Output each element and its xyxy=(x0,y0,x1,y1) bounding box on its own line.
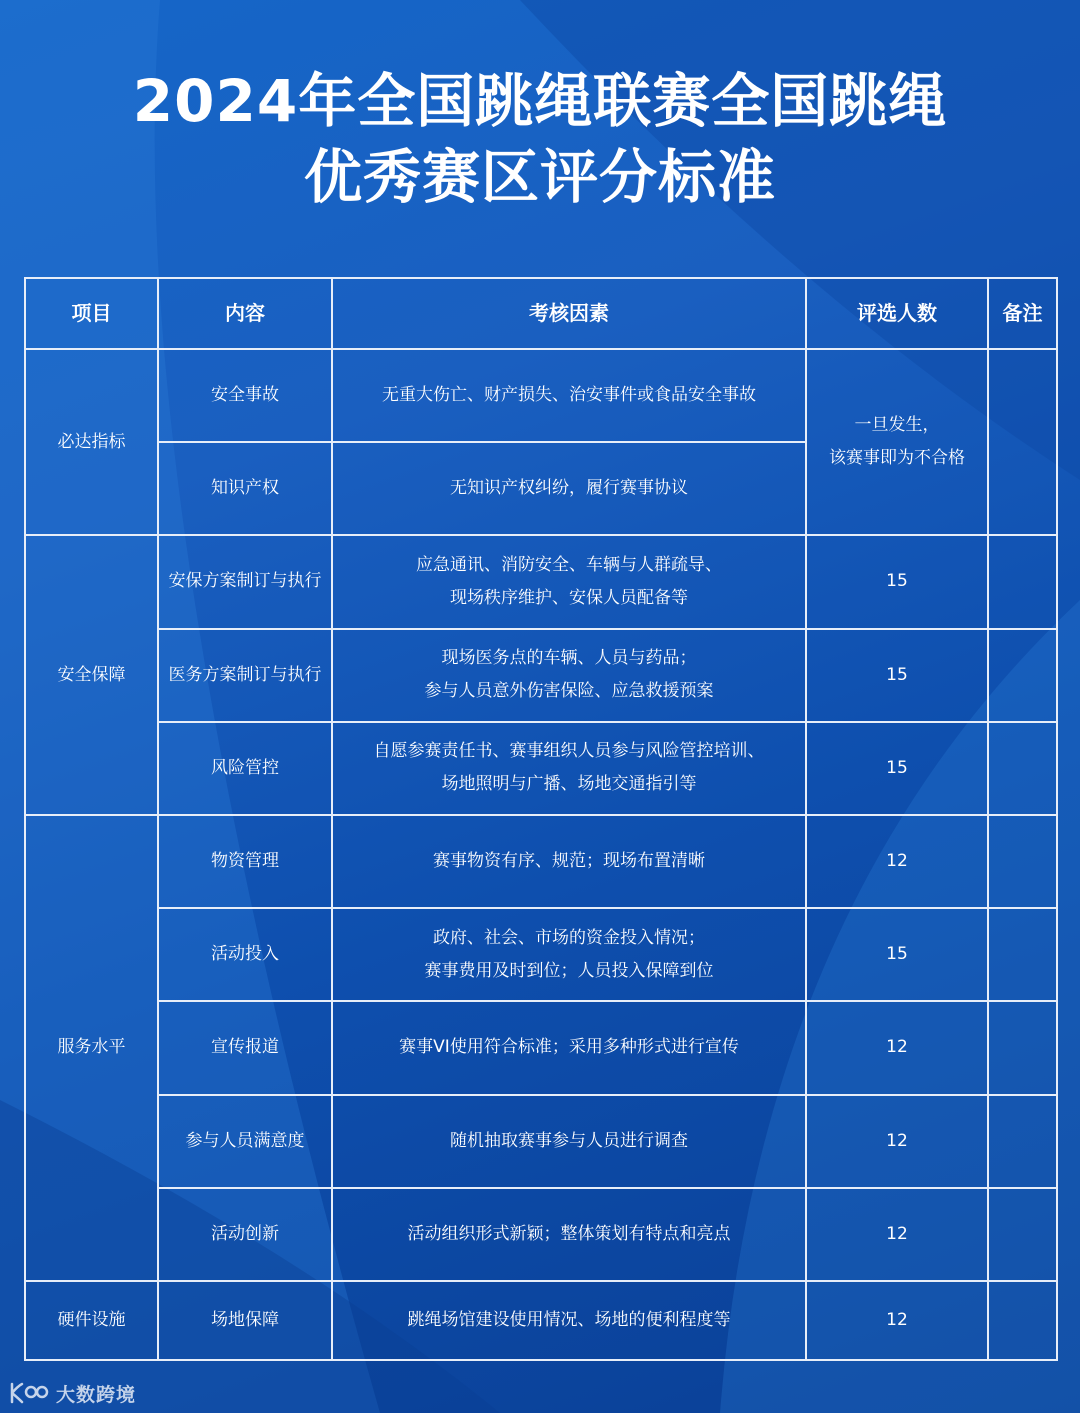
factor-cell: 现场医务点的车辆、人员与药品； 参与人员意外伤害保险、应急救援预案 xyxy=(332,629,806,722)
page-title-line-1: 2024年全国跳绳联赛全国跳绳 xyxy=(132,67,948,135)
mandatory-note-line-2: 该赛事即为不合格 xyxy=(829,448,965,469)
score-cell: 15 xyxy=(806,535,988,628)
remarks-cell xyxy=(988,908,1057,1001)
table-row xyxy=(25,1281,1057,1360)
content-cell: 宣传报道 xyxy=(158,1001,332,1094)
table-row xyxy=(25,629,1057,722)
score-cell: 15 xyxy=(806,908,988,1001)
factor-cell: 跳绳场馆建设使用情况、场地的便利程度等 xyxy=(332,1281,806,1360)
factor-cell: 自愿参赛责任书、赛事组织人员参与风险管控培训、 场地照明与广播、场地交通指引等 xyxy=(332,722,806,815)
table-row xyxy=(25,1095,1057,1188)
content-cell: 风险管控 xyxy=(158,722,332,815)
score-cell: 15 xyxy=(806,629,988,722)
score-cell: 12 xyxy=(806,1001,988,1094)
score-cell: 12 xyxy=(806,1281,988,1360)
table-row xyxy=(25,908,1057,1001)
mandatory-note-cell xyxy=(806,349,988,535)
header-score: 评选人数 xyxy=(806,278,988,349)
group-label-safety: 安全保障 xyxy=(25,535,158,815)
mandatory-note-line-1: 一旦发生， xyxy=(854,415,940,436)
table-row xyxy=(25,1188,1057,1281)
factor-cell: 随机抽取赛事参与人员进行调查 xyxy=(332,1095,806,1188)
table-row xyxy=(25,722,1057,815)
page-title-line-2: 优秀赛区评分标准 xyxy=(303,143,776,211)
score-cell: 12 xyxy=(806,815,988,908)
factor-cell: 活动组织形式新颖；整体策划有特点和亮点 xyxy=(332,1188,806,1281)
factor-cell: 无重大伤亡、财产损失、治安事件或食品安全事故 xyxy=(332,349,806,442)
group-label-mandatory: 必达指标 xyxy=(25,349,158,535)
score-cell: 12 xyxy=(806,1188,988,1281)
remarks-cell xyxy=(988,1001,1057,1094)
group-label-hardware: 硬件设施 xyxy=(25,1281,158,1360)
remarks-cell xyxy=(988,629,1057,722)
content-cell: 安全事故 xyxy=(158,349,332,442)
remarks-cell xyxy=(988,815,1057,908)
content-cell: 安保方案制订与执行 xyxy=(158,535,332,628)
score-cell: 15 xyxy=(806,722,988,815)
content-cell: 活动创新 xyxy=(158,1188,332,1281)
table-row xyxy=(25,815,1057,908)
remarks-cell xyxy=(988,349,1057,535)
header-remarks: 备注 xyxy=(988,278,1057,349)
group-label-service: 服务水平 xyxy=(25,815,158,1281)
remarks-cell xyxy=(988,1281,1057,1360)
factor-cell: 赛事VI使用符合标准；采用多种形式进行宣传 xyxy=(332,1001,806,1094)
content-cell: 活动投入 xyxy=(158,908,332,1001)
factor-cell: 赛事物资有序、规范；现场布置清晰 xyxy=(332,815,806,908)
remarks-cell xyxy=(988,535,1057,628)
watermark xyxy=(8,1378,136,1408)
scoring-table xyxy=(24,277,1058,1361)
content-cell: 物资管理 xyxy=(158,815,332,908)
factor-cell: 应急通讯、消防安全、车辆与人群疏导、 现场秩序维护、安保人员配备等 xyxy=(332,535,806,628)
remarks-cell xyxy=(988,1188,1057,1281)
table-row xyxy=(25,1001,1057,1094)
remarks-cell xyxy=(988,1095,1057,1188)
header-factors: 考核因素 xyxy=(332,278,806,349)
factor-cell: 政府、社会、市场的资金投入情况； 赛事费用及时到位；人员投入保障到位 xyxy=(332,908,806,1001)
content-cell: 医务方案制订与执行 xyxy=(158,629,332,722)
kuajing-logo-icon xyxy=(8,1380,50,1406)
content-cell: 参与人员满意度 xyxy=(158,1095,332,1188)
header-content: 内容 xyxy=(158,278,332,349)
table-row xyxy=(25,349,1057,442)
content-cell: 知识产权 xyxy=(158,442,332,535)
watermark-text: 大数跨境 xyxy=(56,1383,137,1406)
remarks-cell xyxy=(988,722,1057,815)
factor-cell: 无知识产权纠纷，履行赛事协议 xyxy=(332,442,806,535)
table-row xyxy=(25,535,1057,628)
header-item: 项目 xyxy=(25,278,158,349)
score-cell: 12 xyxy=(806,1095,988,1188)
content-cell: 场地保障 xyxy=(158,1281,332,1360)
table-header-row xyxy=(25,278,1057,349)
